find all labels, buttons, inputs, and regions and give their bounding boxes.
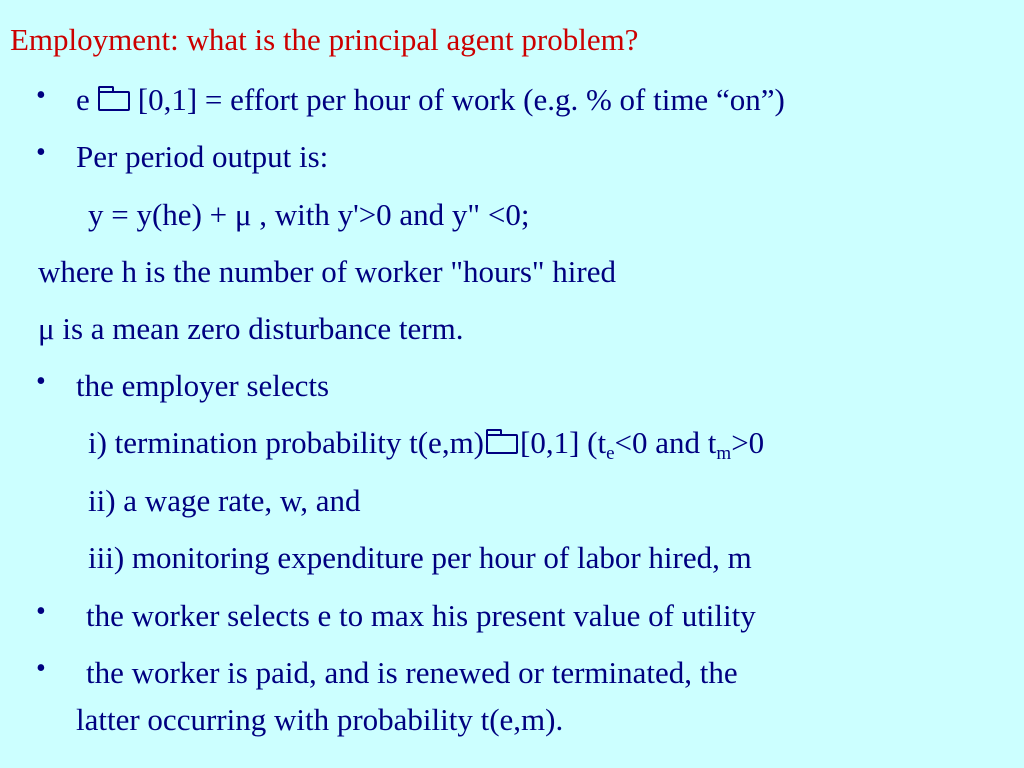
termination-probability-line [88, 423, 764, 463]
worker-selects-line: the worker selects e to max his present value of utility [86, 598, 756, 633]
hours-definition-line: where h is the number of worker "hours" hired [38, 254, 616, 289]
effort-definition-text: [0,1] = effort per hour of work (e.g. % of time “on”) [137, 82, 785, 117]
bullet-3: • [36, 366, 46, 397]
termination-interval: [0,1] (t [520, 425, 607, 460]
effort-variable: e [76, 82, 90, 117]
bullet-2: • [36, 137, 46, 168]
bullet-1: • [36, 80, 46, 111]
bullet-4: • [36, 596, 46, 627]
output-heading-line: Per period output is: [76, 139, 329, 174]
worker-paid-line-1: the worker is paid, and is renewed or terminated, the [86, 655, 738, 690]
slide-title: Employment: what is the principal agent problem? [10, 22, 639, 57]
disturbance-definition-line: μ is a mean zero disturbance term. [38, 311, 464, 346]
folder-box-icon [98, 91, 130, 111]
bullet-5: • [36, 653, 46, 684]
output-equation-line: y = y(he) + μ , with y'>0 and y" <0; [88, 197, 530, 232]
employer-selects-line: the employer selects [76, 368, 330, 403]
termination-condition: <0 and t [614, 425, 717, 460]
monitoring-expenditure-line: iii) monitoring expenditure per hour of labor hired, m [88, 540, 752, 575]
subscript-e: e [606, 443, 615, 464]
termination-condition-end: >0 [731, 425, 765, 460]
termination-text: i) termination probability t(e,m) [88, 425, 485, 460]
subscript-m: m [716, 443, 732, 464]
wage-rate-line: ii) a wage rate, w, and [88, 483, 361, 518]
folder-box-icon [486, 434, 518, 454]
effort-definition-line [76, 80, 785, 120]
worker-paid-line-2: latter occurring with probability t(e,m). [76, 702, 564, 737]
